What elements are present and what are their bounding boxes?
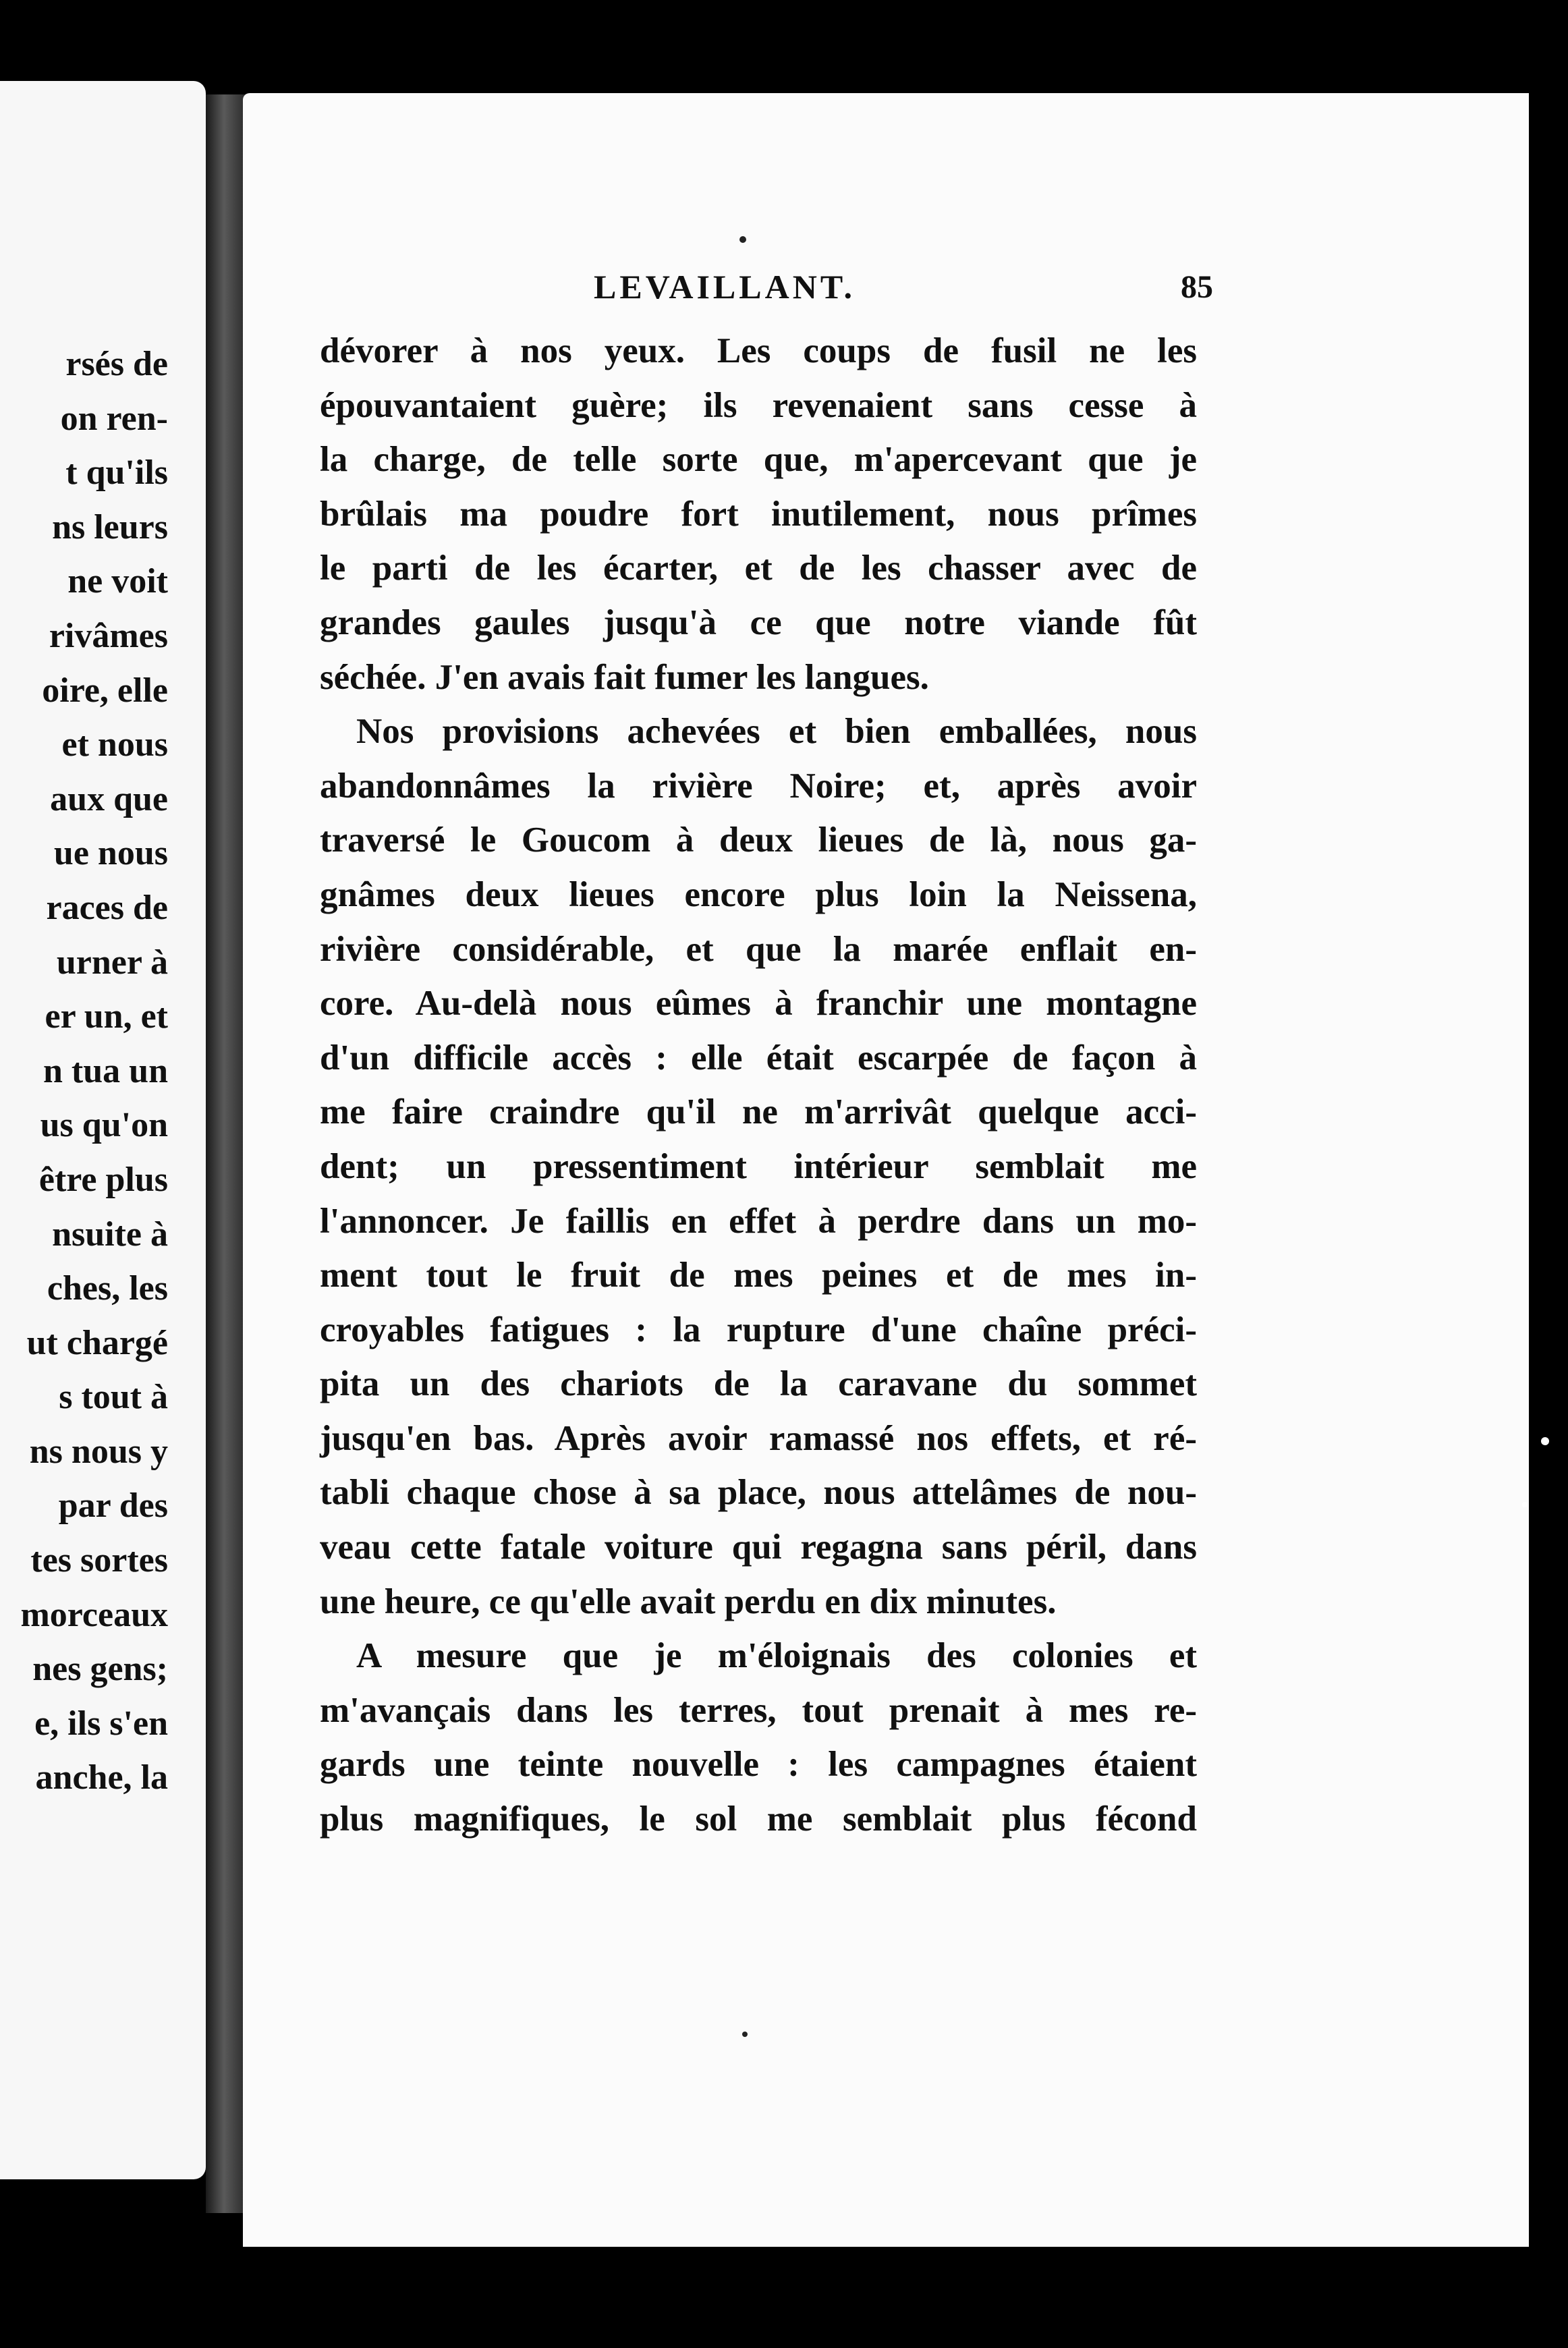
left-text-line: ne voit — [67, 562, 168, 601]
left-text-line: ns leurs — [52, 507, 168, 547]
text-line: traversé le Goucom à deux lieues de là, nous ga- — [320, 820, 1197, 860]
text-line: ment tout le fruit de mes peines et de mes in- — [320, 1256, 1197, 1295]
text-line: tabli chaque chose à sa place, nous attelâmes de nou- — [320, 1473, 1197, 1513]
left-text-line: ches, les — [47, 1269, 168, 1308]
left-text-line: aux que — [50, 779, 168, 818]
text-line: épouvantaient guère; ils revenaient sans cesse à — [320, 385, 1197, 425]
text-line: une heure, ce qu'elle avait perdu en dix minutes. — [320, 1582, 1057, 1621]
text-line: pita un des chariots de la caravane du sommet — [320, 1364, 1197, 1404]
body-text — [320, 324, 1197, 1847]
text-line: A mesure que je m'éloignais des colonies et — [356, 1636, 1197, 1676]
left-text-line: ut chargé — [26, 1323, 168, 1362]
text-line: veau cette fatale voiture qui regagna sans péril, dans — [320, 1528, 1197, 1567]
right-page — [243, 93, 1529, 2247]
edge-speck — [1522, 1502, 1528, 1507]
text-line: séchée. J'en avais fait fumer les langues. — [320, 657, 929, 697]
page-header — [243, 267, 1529, 328]
edge-speck — [1541, 1437, 1549, 1445]
left-text-line: n tua un — [43, 1051, 168, 1090]
left-text-line: er un, et — [45, 997, 168, 1036]
text-line: jusqu'en bas. Après avoir ramassé nos effets, et ré- — [320, 1418, 1197, 1458]
left-text-line: être plus — [38, 1160, 168, 1199]
left-text-line: races de — [46, 888, 168, 927]
text-line: le parti de les écarter, et de les chasser avec de — [320, 549, 1197, 588]
left-text-line: par des — [58, 1486, 168, 1526]
page-number: 85 — [1181, 269, 1213, 305]
left-text-line: ue nous — [53, 834, 168, 873]
text-line: gnâmes deux lieues encore plus loin la Neissena, — [320, 874, 1197, 914]
ink-speck — [742, 2032, 748, 2037]
text-line: me faire craindre qu'il ne m'arrivât quelque acci- — [320, 1092, 1197, 1132]
text-line: plus magnifiques, le sol me semblait plus fécond — [320, 1799, 1197, 1839]
text-line: brûlais ma poudre fort inutilement, nous prîmes — [320, 494, 1197, 534]
left-text-line: us qu'on — [40, 1106, 168, 1145]
left-text-line: nes gens; — [32, 1650, 168, 1689]
text-line: gards une teinte nouvelle : les campagnes étaient — [320, 1745, 1197, 1785]
text-line: l'annoncer. Je faillis en effet à perdre dans un mo- — [320, 1201, 1197, 1241]
text-line: dent; un pressentiment intérieur semblait me — [320, 1146, 1197, 1186]
left-page-text — [20, 337, 168, 1806]
text-line: la charge, de telle sorte que, m'apercevant que je — [320, 440, 1197, 480]
ink-speck — [739, 236, 746, 243]
left-text-line: tes sortes — [30, 1541, 168, 1580]
left-text-line: t qu'ils — [65, 453, 168, 493]
left-page — [0, 81, 206, 2179]
left-text-line: oire, elle — [42, 671, 168, 710]
text-line: m'avançais dans les terres, tout prenait à mes re- — [320, 1690, 1197, 1730]
running-title: LEVAILLANT. — [594, 268, 856, 306]
left-text-line: on ren- — [60, 399, 168, 438]
text-line: core. Au-delà nous eûmes à franchir une montagne — [320, 984, 1197, 1024]
left-text-line: e, ils s'en — [34, 1704, 168, 1743]
book-gutter — [206, 94, 246, 2213]
text-line: grandes gaules jusqu'à ce que notre viande fût — [320, 603, 1197, 642]
left-text-line: urner à — [56, 943, 168, 982]
left-text-line: rivâmes — [49, 616, 168, 655]
text-line: Nos provisions achevées et bien emballées, nous — [356, 712, 1197, 752]
left-text-line: anche, la — [35, 1758, 168, 1797]
text-line: rivière considérable, et que la marée enflait en- — [320, 929, 1197, 969]
text-line: d'un difficile accès : elle était escarpée de façon à — [320, 1038, 1197, 1078]
left-text-line: et nous — [61, 725, 168, 764]
text-line: dévorer à nos yeux. Les coups de fusil ne les — [320, 331, 1197, 370]
left-text-line: ns nous y — [29, 1432, 168, 1471]
left-text-line: s tout à — [59, 1378, 168, 1417]
text-line: croyables fatigues : la rupture d'une chaîne préci- — [320, 1310, 1197, 1349]
left-text-line: morceaux — [20, 1595, 168, 1634]
left-text-line: rsés de — [65, 345, 168, 383]
left-text-line: nsuite à — [52, 1214, 168, 1254]
text-line: abandonnâmes la rivière Noire; et, après avoir — [320, 766, 1197, 806]
